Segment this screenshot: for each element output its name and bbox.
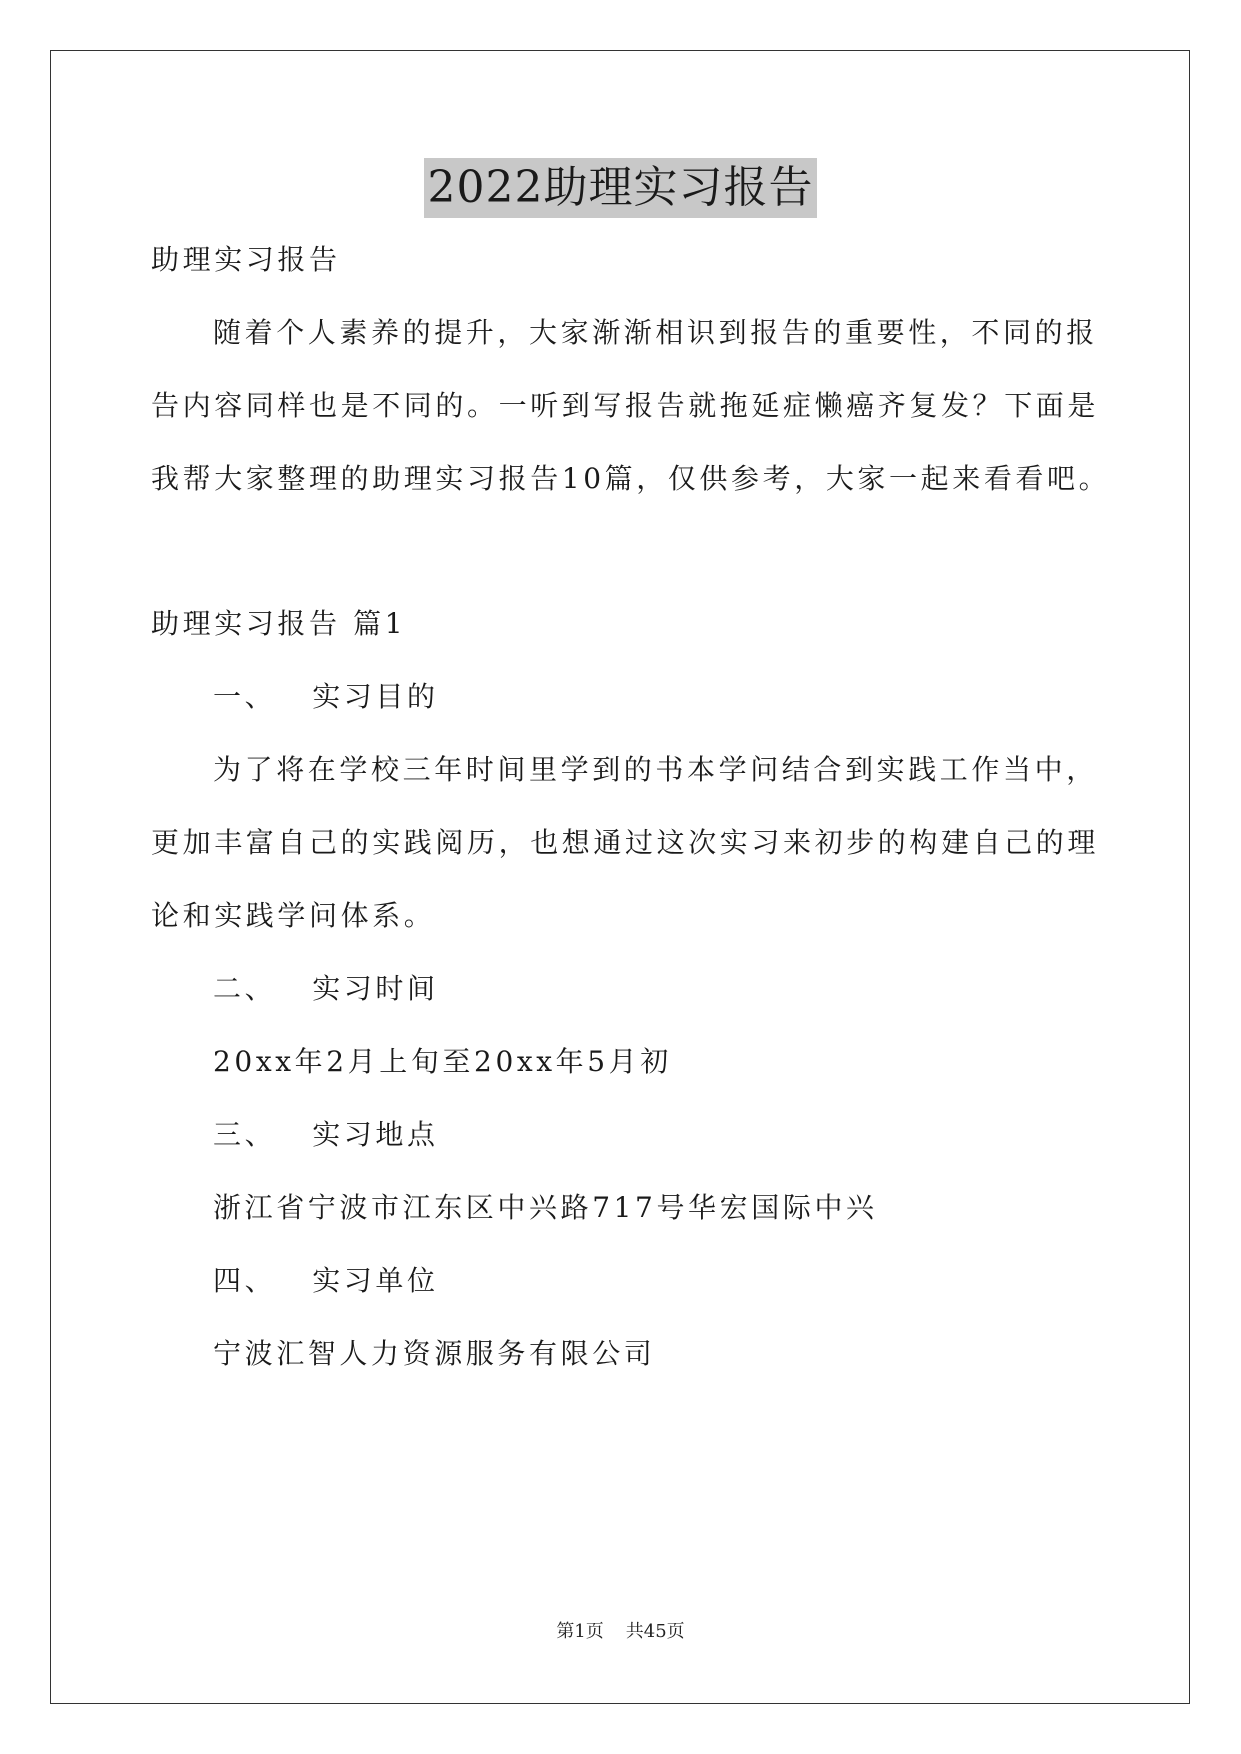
document-title: 2022助理实习报告 [424,158,818,218]
section-3-body-line-1: 浙江省宁波市江东区中兴路717号华宏国际中兴 [213,1191,878,1224]
section-2-body-line-1: 20xx年2月上旬至20xx年5月初 [213,1045,672,1078]
section-4-body-line-1: 宁波汇智人力资源服务有限公司 [213,1337,656,1370]
page-border [50,50,1190,1704]
document-subtitle: 助理实习报告 [151,243,341,276]
section-heading-text: 实习地点 [312,1118,439,1151]
page-total: 共45页 [625,1621,685,1642]
section-number: 一、 [213,680,277,713]
title-container [0,158,1241,218]
section-heading-text: 实习时间 [312,972,439,1005]
section-heading-text: 实习目的 [312,680,439,713]
page-number: 第1页 [556,1621,604,1642]
section-heading-2 [213,969,439,1009]
intro-line-1: 随着个人素养的提升，大家渐渐相识到报告的重要性，不同的报 [213,316,1098,349]
intro-line-2: 告内容同样也是不同的。一听到写报告就拖延症懒癌齐复发？下面是 [151,389,1100,422]
section-number: 三、 [213,1118,277,1151]
section-heading-1 [213,677,439,717]
section-1-body-line-3: 论和实践学问体系。 [151,899,436,932]
section-1-body-line-1: 为了将在学校三年时间里学到的书本学问结合到实践工作当中， [213,753,1098,786]
section-number: 二、 [213,972,277,1005]
section-heading-text: 实习单位 [312,1264,439,1297]
section-number: 四、 [213,1264,277,1297]
section-heading-4 [213,1261,439,1301]
section-title: 助理实习报告 篇1 [151,607,407,640]
intro-line-3: 我帮大家整理的助理实习报告10篇，仅供参考，大家一起来看看吧。 [151,462,1111,495]
section-1-body-line-2: 更加丰富自己的实践阅历，也想通过这次实习来初步的构建自己的理 [151,826,1100,859]
section-heading-3 [213,1115,439,1155]
page-footer [0,1620,1241,1644]
